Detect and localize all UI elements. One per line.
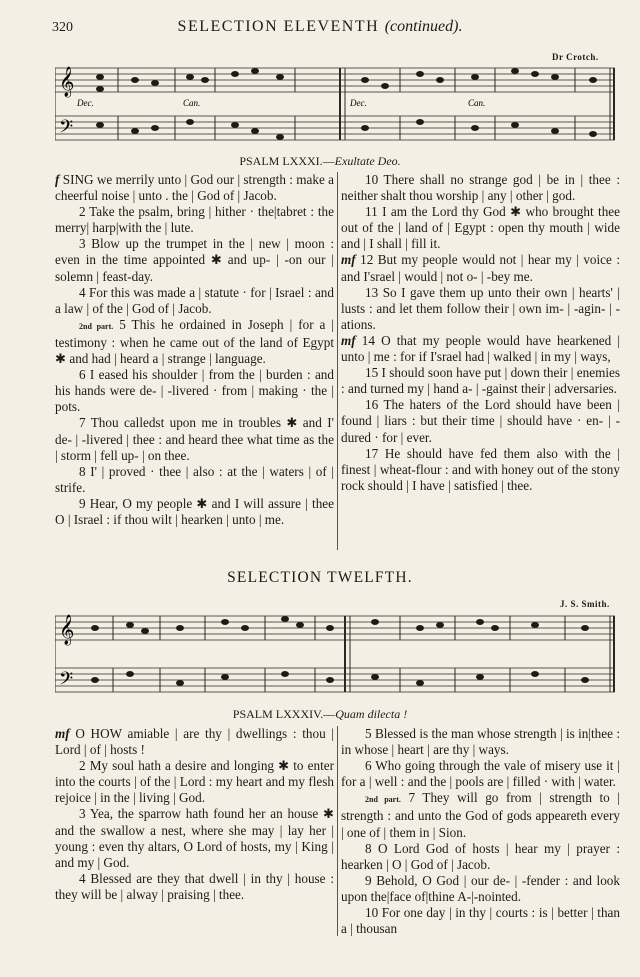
verse: 4 Blessed are they that dwell | in thy | house : they will be | alway | praising | thee. bbox=[55, 870, 334, 902]
dynamic-mark: f bbox=[55, 172, 60, 187]
dynamic-mark: Can. bbox=[468, 98, 486, 108]
verse: 2 Take the psalm, bring | hither · the|tabret : the merry| harp|with the | lute. bbox=[55, 204, 334, 236]
music-score-eleventh bbox=[55, 60, 615, 156]
note-heads bbox=[91, 616, 589, 686]
verse: 8 O Lord God of hosts | hear my | prayer : hearken | O | God of | Jacob. bbox=[341, 840, 620, 872]
composer-smith: J. S. Smith. bbox=[560, 599, 610, 609]
verse: mf 12 But my people would not | hear my | voice : and I'srael | would | not o- | -bey me. bbox=[341, 252, 620, 284]
verse: 15 I should soon have put | down their | enemies : and turned my | hand a- | -gainst their | adversaries. bbox=[341, 365, 620, 397]
bass-clef-icon: 𝄢 bbox=[59, 669, 74, 694]
music-score-twelfth bbox=[55, 608, 615, 700]
verse: 2nd part. 5 This he ordained in Joseph | for a | testimony : when he came out of the land of Egypt ✱ and had | heard a | strange | language. bbox=[55, 316, 335, 367]
barlines bbox=[55, 68, 614, 140]
column-divider bbox=[337, 726, 338, 936]
verse: 9 Hear, O my people ✱ and I will assure | thee O | Israel : if thou wilt | hearken | unto | me. bbox=[55, 495, 334, 527]
verse: 10 There shall no strange god | be in | thee : neither shalt thou worship | any | other | god. bbox=[341, 172, 620, 204]
verse: 2nd part. 7 They will go from | strength to | strength : and unto the God of gods appeareth every | one of | them in | Sion. bbox=[341, 790, 621, 840]
verse: 17 He should have fed them also with the | finest | wheat-flour : and with honey out of the stony rock should | I have | satisfied | thee. bbox=[341, 445, 620, 493]
barlines bbox=[55, 616, 614, 692]
part-mark: 2nd part. bbox=[79, 321, 114, 331]
running-head bbox=[0, 18, 640, 36]
dynamic-mark: Dec. bbox=[350, 98, 367, 108]
psalm-heading-84 bbox=[0, 707, 640, 722]
staff-bass bbox=[55, 116, 615, 140]
dynamic-mark: mf bbox=[341, 252, 356, 268]
verse: 16 The haters of the Lord should have been | found | liars : but their time | should have · en- | -dured · for | ever. bbox=[341, 397, 620, 445]
verse: 8 I' | proved · thee | also : at the | waters | of | strife. bbox=[55, 463, 334, 495]
verse: 9 Behold, O God | our de- | -fender : and look upon the|face of|thine A-|-nointed. bbox=[341, 872, 620, 904]
psalm-latin: Exultate Deo. bbox=[334, 154, 401, 168]
running-head-suffix: (continued). bbox=[384, 18, 463, 35]
bass-clef-icon: 𝄢 bbox=[59, 117, 74, 142]
verse: 5 Blessed is the man whose strength | is in|thee : in whose | heart | are thy | ways. bbox=[341, 726, 620, 758]
verse: 3 Blow up the trumpet in the | new | moon : even in the time appointed ✱ and up- | -on our | solemn | feast-day. bbox=[55, 236, 334, 284]
staff-treble bbox=[55, 616, 615, 640]
dynamic-mark: Dec. bbox=[77, 98, 94, 108]
verse: 4 For this was made a | statute · for | Israel : and a law | of the | God of | Jacob. bbox=[55, 284, 334, 316]
composer-crotch: Dr Crotch. bbox=[552, 52, 599, 62]
verse: 2 My soul hath a desire and longing ✱ to enter into the courts | of the | Lord : my heart and my flesh rejoice | in the | living | God. bbox=[55, 758, 334, 806]
verse: 10 For one day | in thy | courts : is | better | than a | thousan bbox=[341, 905, 620, 937]
verse: 3 Yea, the sparrow hath found her an house ✱ and the swallow a nest, where she may | lay her | young : even thy altars, O Lord of hosts, my | King | and my | God. bbox=[55, 806, 334, 870]
column-divider bbox=[337, 172, 338, 550]
staff-bass bbox=[55, 668, 615, 692]
verse: 7 Thou calledst upon me in troubles ✱ and I' de- | -livered | thee : and heard thee what time as the | storm | fell up- | on thee. bbox=[55, 415, 334, 463]
page-number: 320 bbox=[52, 20, 73, 35]
part-mark: 2nd part. bbox=[365, 795, 401, 805]
psalm81-right-column bbox=[341, 172, 620, 494]
psalm-heading-81 bbox=[0, 154, 640, 169]
verse: 13 So I gave them up unto their own | hearts' | lusts : and let them follow their | own im- | -agin- | -ations. bbox=[341, 284, 620, 332]
psalm84-left-column bbox=[55, 726, 334, 903]
section-title-twelfth: SELECTION TWELFTH. bbox=[227, 569, 413, 586]
dynamic-mark: mf bbox=[55, 726, 70, 741]
dynamic-mark: Can. bbox=[183, 98, 201, 108]
psalm-title: PSALM LXXXI.— bbox=[239, 154, 335, 168]
verse: mf 14 O that my people would have hearkened | unto | me : for if I'srael had | walked | in my | ways, bbox=[341, 332, 621, 365]
note-heads bbox=[96, 68, 597, 140]
verse: 6 Who going through the vale of misery use it | for a | well : and the | pools are | filled · with | water. bbox=[341, 758, 620, 790]
treble-clef-icon: 𝄞 bbox=[59, 67, 75, 97]
verse: 6 I eased his shoulder | from the | burden : and his hands were de- | -livered · from | making · the | pots. bbox=[55, 367, 334, 415]
dynamic-mark: mf bbox=[341, 332, 356, 348]
psalm81-left-column bbox=[55, 172, 334, 528]
psalm-title: PSALM LXXXIV.— bbox=[232, 707, 336, 721]
verse: 11 I am the Lord thy God ✱ who brought thee out of the | land of | Egypt : open thy mouth | wide and | I shall | fill it. bbox=[341, 204, 620, 252]
psalm84-right-column bbox=[341, 726, 620, 937]
verse: mf O HOW amiable | are thy | dwellings : thou | Lord | of | hosts ! bbox=[55, 726, 334, 758]
treble-clef-icon: 𝄞 bbox=[59, 615, 75, 645]
running-head-title: SELECTION ELEVENTH bbox=[177, 18, 380, 35]
psalm-latin: Quam dilecta ! bbox=[335, 707, 408, 721]
verse: f SING we merrily unto | God our | strength : make a cheerful noise | unto . the | God of | Jacob. bbox=[55, 172, 335, 204]
